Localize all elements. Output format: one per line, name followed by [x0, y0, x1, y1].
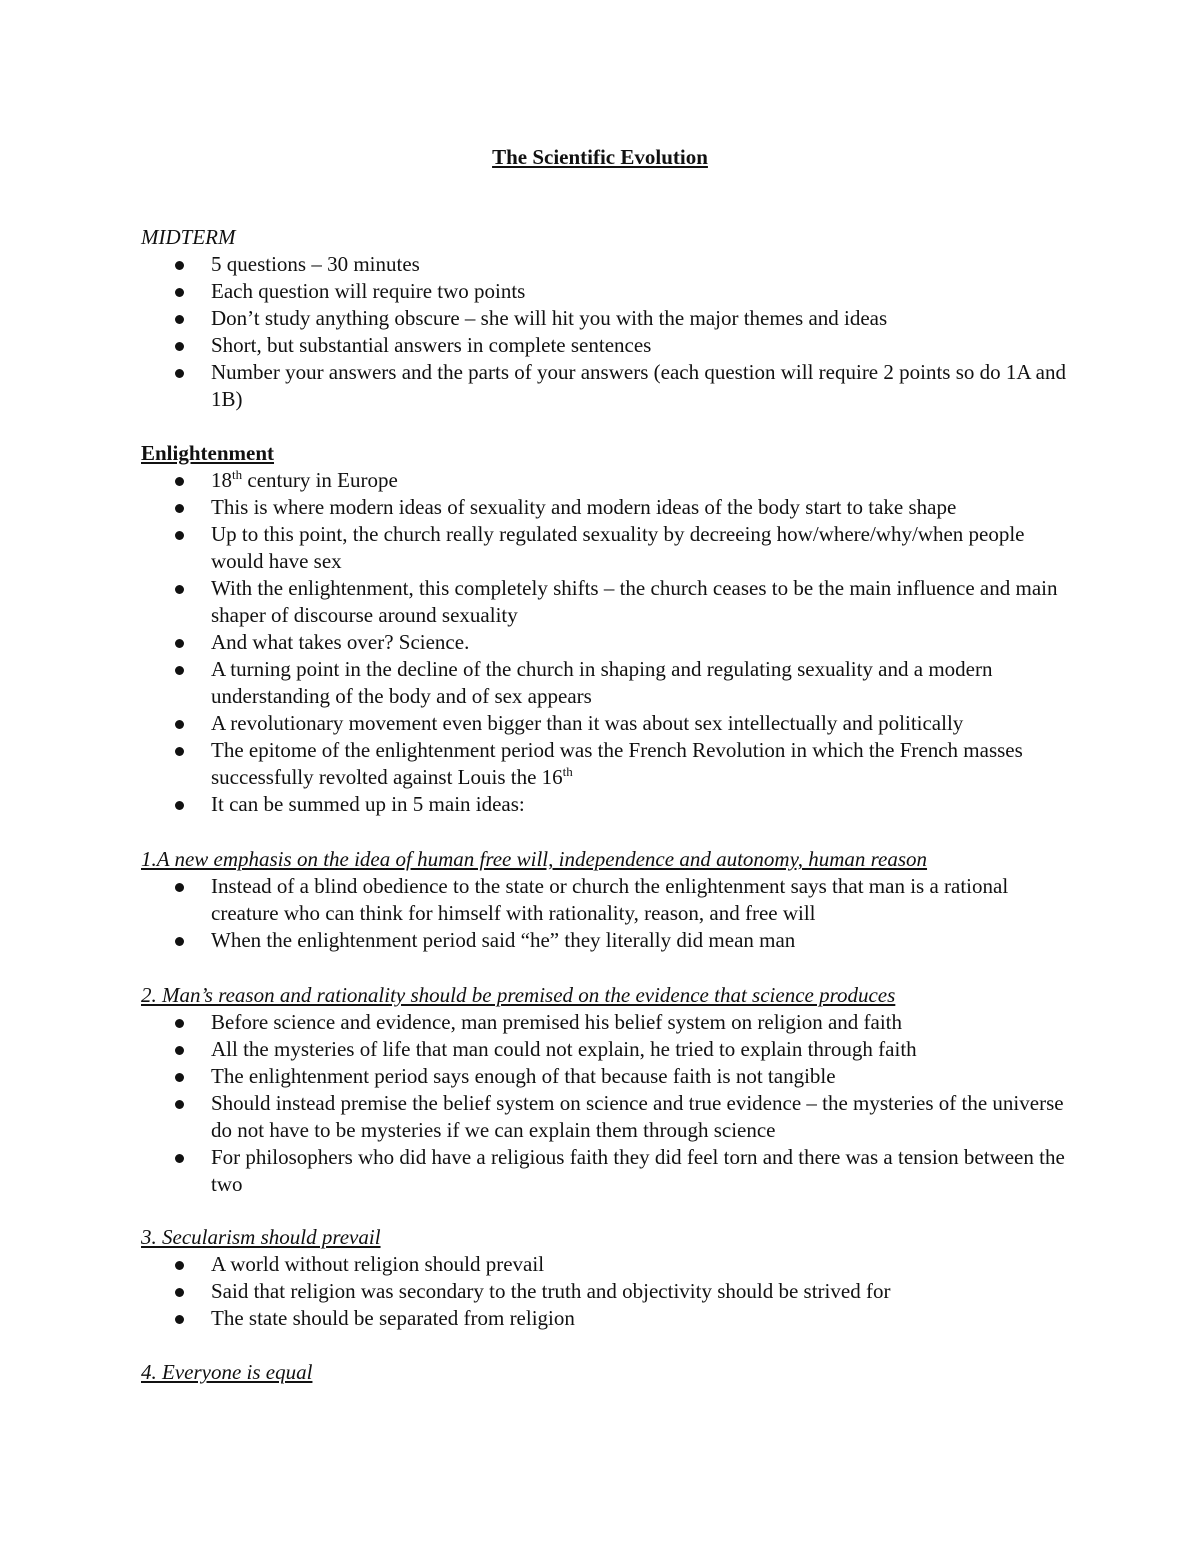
century-number: 18 — [211, 468, 232, 492]
list-item: When the enlightenment period said “he” they literally did mean man — [141, 927, 1080, 954]
list-item: Short, but substantial answers in complete sentences — [141, 332, 1080, 359]
list-item: Up to this point, the church really regulated sexuality by decreeing how/where/why/when people would have sex — [141, 521, 1080, 575]
list-item: Before science and evidence, man premised his belief system on religion and faith — [141, 1009, 1080, 1036]
list-item: And what takes over? Science. — [141, 629, 1080, 656]
idea-3-list — [141, 1251, 1080, 1332]
list-item: For philosophers who did have a religious faith they did feel torn and there was a tension between the two — [141, 1144, 1080, 1198]
enlightenment-section — [141, 440, 1080, 818]
idea-1-heading: 1.A new emphasis on the idea of human free will, independence and autonomy, human reason — [141, 847, 928, 871]
idea-2-list — [141, 1009, 1080, 1198]
idea-4-section — [141, 1359, 1080, 1386]
document-title: The Scientific Evolution — [492, 145, 708, 169]
list-item: It can be summed up in 5 main ideas: — [141, 791, 1080, 818]
list-item: Number your answers and the parts of your answers (each question will require 2 points so do 1A and 1B) — [141, 359, 1080, 413]
list-item: 5 questions – 30 minutes — [141, 251, 1080, 278]
list-item: A revolutionary movement even bigger than it was about sex intellectually and politically — [141, 710, 1080, 737]
list-item: The state should be separated from religion — [141, 1305, 1080, 1332]
list-item: With the enlightenment, this completely shifts – the church ceases to be the main influence and main shaper of discourse around sexuality — [141, 575, 1080, 629]
list-item-text: The epitome of the enlightenment period was the French Revolution in which the French masses successfully revolted against Louis the 16 — [211, 738, 1023, 789]
list-item-text: century in Europe — [242, 468, 398, 492]
idea-3-heading: 3. Secularism should prevail — [141, 1225, 381, 1249]
idea-2-heading: 2. Man’s reason and rationality should be premised on the evidence that science produces — [141, 983, 896, 1007]
list-item: This is where modern ideas of sexuality and modern ideas of the body start to take shape — [141, 494, 1080, 521]
list-item: Each question will require two points — [141, 278, 1080, 305]
ordinal-suffix: th — [232, 467, 243, 482]
list-item: Instead of a blind obedience to the state or church the enlightenment says that man is a rational creature who can think for himself with rationality, reason, and free will — [141, 873, 1080, 927]
list-item: Said that religion was secondary to the truth and objectivity should be strived for — [141, 1278, 1080, 1305]
list-item: The enlightenment period says enough of that because faith is not tangible — [141, 1063, 1080, 1090]
midterm-list — [141, 251, 1080, 413]
idea-3-section — [141, 1224, 1080, 1332]
list-item: Don’t study anything obscure – she will hit you with the major themes and ideas — [141, 305, 1080, 332]
list-item: All the mysteries of life that man could not explain, he tried to explain through faith — [141, 1036, 1080, 1063]
list-item: A world without religion should prevail — [141, 1251, 1080, 1278]
enlightenment-heading: Enlightenment — [141, 441, 275, 465]
list-item: A turning point in the decline of the church in shaping and regulating sexuality and a modern understanding of the body and of sex appears — [141, 656, 1080, 710]
midterm-heading: MIDTERM — [141, 225, 236, 249]
idea-1-list — [141, 873, 1080, 954]
enlightenment-list — [141, 467, 1080, 818]
idea-1-section — [141, 846, 1080, 954]
list-item — [141, 737, 1080, 791]
list-item: Should instead premise the belief system on science and true evidence – the mysteries of the universe do not have to be mysteries if we can explain them through science — [141, 1090, 1080, 1144]
idea-2-section — [141, 982, 1080, 1198]
midterm-section — [141, 224, 1080, 413]
idea-4-heading: 4. Everyone is equal — [141, 1360, 313, 1384]
ordinal-suffix: th — [562, 764, 573, 779]
list-item — [141, 467, 1080, 494]
